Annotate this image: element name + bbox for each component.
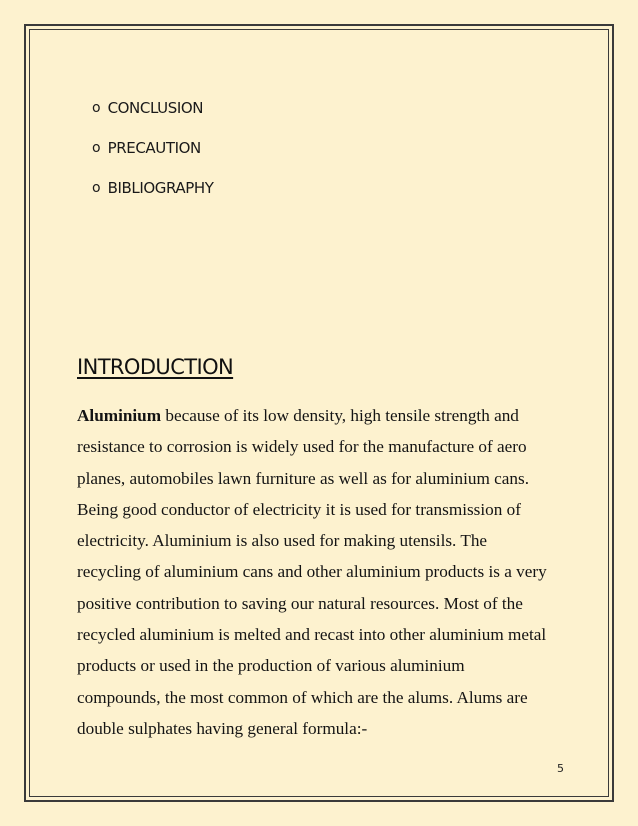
introduction-paragraph	[77, 400, 567, 744]
contents-item-label: CONCLUSION	[107, 99, 204, 117]
paragraph-line: products or used in the production of various aluminium	[77, 656, 465, 676]
page-number: 5	[557, 762, 564, 775]
bullet-marker: o	[92, 180, 101, 196]
contents-item-conclusion	[92, 88, 214, 128]
paragraph-line: compounds, the most common of which are the alums. Alums are	[77, 687, 528, 707]
bullet-marker: o	[92, 100, 101, 116]
paragraph-text: because of its low density, high tensile strength and	[161, 406, 519, 425]
paragraph-line	[77, 400, 567, 431]
section-heading: INTRODUCTION	[77, 355, 234, 379]
paragraph-line: resistance to corrosion is widely used for the manufacture of aero	[77, 437, 527, 457]
contents-item-label: BIBLIOGRAPHY	[107, 179, 214, 197]
contents-item-precaution	[92, 128, 214, 168]
paragraph-line: electricity. Aluminium is also used for making utensils. The	[77, 531, 488, 551]
bullet-marker: o	[92, 140, 101, 156]
contents-item-bibliography	[92, 168, 214, 208]
paragraph-line: double sulphates having general formula:-	[77, 718, 368, 738]
paragraph-line: recycling of aluminium cans and other aluminium products is a very	[77, 562, 547, 582]
paragraph-line: Being good conductor of electricity it is used for transmission of	[77, 499, 521, 519]
paragraph-line: planes, automobiles lawn furniture as well as for aluminium cans.	[77, 468, 530, 488]
contents-list	[92, 88, 214, 208]
bold-term: Aluminium	[77, 406, 162, 425]
contents-item-label: PRECAUTION	[107, 139, 201, 157]
paragraph-line: positive contribution to saving our natural resources. Most of the	[77, 593, 523, 613]
paragraph-line: recycled aluminium is melted and recast into other aluminium metal	[77, 625, 547, 645]
